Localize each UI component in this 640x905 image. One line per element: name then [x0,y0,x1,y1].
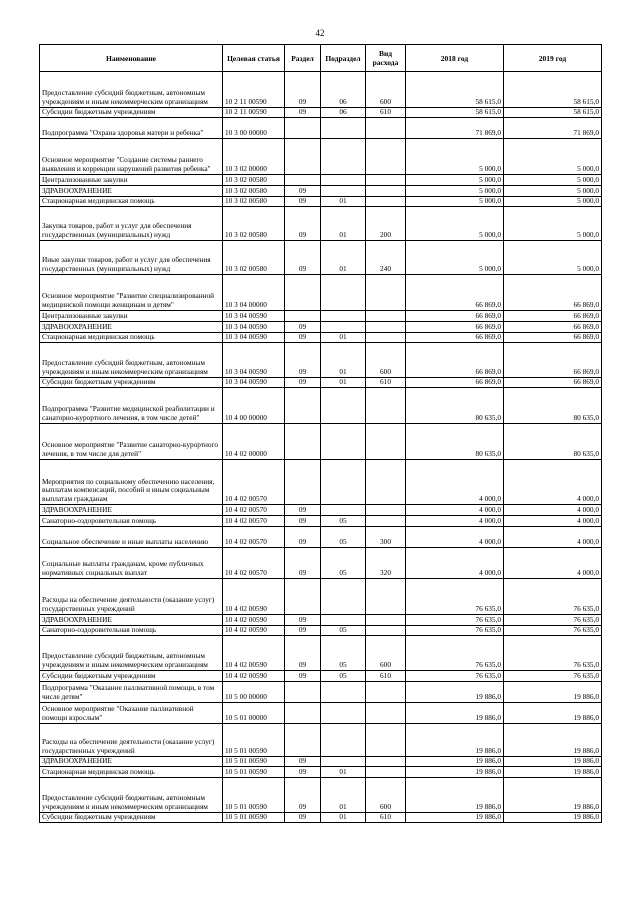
table-row [40,778,602,813]
table-row [40,579,602,615]
cell-expense-type [366,682,406,703]
cell-name: Социальные выплаты гражданам, кроме публичных нормативных социальных выплат [40,548,223,579]
cell-amount-2019: 19 886,0 [504,724,602,757]
cell-name: Основное мероприятие "Создание системы раннего выявления и коррекции нарушений развития ребенка" [40,139,223,175]
cell-amount-2018: 5 000,0 [406,207,504,241]
cell-name: Централизованные закупки [40,175,223,186]
cell-expense-type [366,767,406,778]
table-row [40,333,602,343]
cell-amount-2019: 4 000,0 [504,460,602,505]
cell-section [285,139,321,175]
cell-expense-type [366,186,406,197]
budget-table [39,44,602,823]
cell-amount-2019: 66 869,0 [504,275,602,311]
cell-section: 09 [285,527,321,548]
cell-target-item: 10 5 01 00590 [223,767,285,778]
cell-name: Стационарная медицинская помощь [40,197,223,207]
cell-expense-type: 600 [366,343,406,378]
cell-section: 09 [285,72,321,108]
cell-expense-type [366,311,406,322]
table-row [40,757,602,767]
cell-amount-2019: 76 635,0 [504,615,602,626]
table-row [40,311,602,322]
cell-subsection [321,311,366,322]
cell-expense-type: 610 [366,671,406,682]
cell-subsection: 01 [321,767,366,778]
table-row [40,378,602,388]
cell-name: ЗДРАВООХРАНЕНИЕ [40,186,223,197]
cell-subsection: 01 [321,778,366,813]
cell-target-item: 10 3 04 00590 [223,333,285,343]
cell-target-item: 10 3 04 00590 [223,322,285,333]
cell-subsection [321,757,366,767]
cell-section: 09 [285,322,321,333]
cell-amount-2019: 76 635,0 [504,636,602,671]
cell-section [285,175,321,186]
cell-subsection: 01 [321,343,366,378]
cell-target-item: 10 4 02 00000 [223,424,285,460]
cell-amount-2018: 5 000,0 [406,186,504,197]
cell-name: Субсидии бюджетным учреждениям [40,378,223,388]
cell-name: Предоставление субсидий бюджетным, автономным учреждениям и иным некоммерческим организациям [40,343,223,378]
cell-target-item: 10 4 00 00000 [223,388,285,424]
cell-target-item: 10 3 02 00580 [223,197,285,207]
cell-target-item: 10 4 02 00590 [223,671,285,682]
cell-amount-2019: 19 886,0 [504,682,602,703]
cell-expense-type: 200 [366,207,406,241]
header-name: Наименование [40,45,223,72]
cell-expense-type [366,615,406,626]
cell-subsection: 01 [321,378,366,388]
table-row [40,682,602,703]
cell-name: Основное мероприятие "Оказание паллиативной помощи взрослым" [40,703,223,724]
cell-expense-type: 600 [366,778,406,813]
cell-target-item: 10 2 11 00590 [223,108,285,118]
cell-amount-2018: 76 635,0 [406,579,504,615]
cell-target-item: 10 3 02 00580 [223,207,285,241]
cell-name: Предоставление субсидий бюджетным, автономным учреждениям и иным некоммерческим организациям [40,636,223,671]
table-row [40,72,602,108]
cell-section: 09 [285,186,321,197]
table-row [40,241,602,275]
cell-section [285,311,321,322]
cell-section: 09 [285,778,321,813]
cell-amount-2018: 19 886,0 [406,682,504,703]
cell-target-item: 10 3 00 00000 [223,118,285,139]
cell-name: Предоставление субсидий бюджетным, автономным учреждениям и иным некоммерческим организациям [40,778,223,813]
cell-expense-type: 240 [366,241,406,275]
table-row [40,615,602,626]
cell-name: Стационарная медицинская помощь [40,333,223,343]
cell-subsection: 06 [321,72,366,108]
cell-amount-2019: 66 869,0 [504,333,602,343]
table-row [40,275,602,311]
cell-section: 09 [285,671,321,682]
cell-section: 09 [285,548,321,579]
cell-name: Расходы на обеспечение деятельности (оказание услуг) государственных учреждений [40,579,223,615]
cell-amount-2019: 80 635,0 [504,424,602,460]
cell-expense-type [366,626,406,636]
cell-amount-2019: 58 615,0 [504,72,602,108]
cell-name: Субсидии бюджетным учреждениям [40,108,223,118]
cell-target-item: 10 3 02 00580 [223,186,285,197]
cell-section: 09 [285,108,321,118]
cell-target-item: 10 5 01 00590 [223,813,285,823]
cell-section: 09 [285,757,321,767]
cell-amount-2019: 5 000,0 [504,175,602,186]
cell-expense-type [366,275,406,311]
table-row [40,186,602,197]
cell-subsection [321,275,366,311]
table-row [40,724,602,757]
table-row [40,322,602,333]
cell-section: 09 [285,626,321,636]
cell-amount-2019: 5 000,0 [504,186,602,197]
cell-amount-2019: 4 000,0 [504,516,602,527]
cell-section: 09 [285,241,321,275]
cell-subsection [321,175,366,186]
cell-expense-type [366,757,406,767]
cell-subsection: 01 [321,813,366,823]
cell-expense-type [366,139,406,175]
table-row [40,703,602,724]
cell-amount-2018: 5 000,0 [406,197,504,207]
cell-section: 09 [285,813,321,823]
cell-amount-2019: 5 000,0 [504,139,602,175]
cell-target-item: 10 4 02 00590 [223,626,285,636]
cell-name: Подпрограмма "Охрана здоровья матери и ребенка" [40,118,223,139]
cell-amount-2018: 76 635,0 [406,626,504,636]
table-row [40,460,602,505]
cell-target-item: 10 4 02 00570 [223,505,285,516]
cell-name: Подпрограмма "Развитие медицинской реабилитации и санаторно-курортного лечения, в том числе детей" [40,388,223,424]
cell-target-item: 10 4 02 00570 [223,516,285,527]
cell-name: Закупка товаров, работ и услуг для обеспечения государственных (муниципальных) нужд [40,207,223,241]
cell-amount-2018: 4 000,0 [406,516,504,527]
cell-expense-type [366,322,406,333]
table-row [40,207,602,241]
cell-amount-2018: 66 869,0 [406,311,504,322]
cell-amount-2018: 4 000,0 [406,527,504,548]
cell-target-item: 10 4 02 00570 [223,460,285,505]
cell-amount-2019: 5 000,0 [504,207,602,241]
cell-amount-2019: 66 869,0 [504,322,602,333]
cell-amount-2019: 4 000,0 [504,527,602,548]
cell-amount-2018: 58 615,0 [406,72,504,108]
cell-section: 09 [285,333,321,343]
cell-expense-type [366,460,406,505]
cell-expense-type [366,703,406,724]
cell-section: 09 [285,207,321,241]
cell-expense-type: 600 [366,72,406,108]
cell-target-item: 10 3 04 00000 [223,275,285,311]
cell-target-item: 10 4 02 00570 [223,548,285,579]
cell-name: Централизованные закупки [40,311,223,322]
cell-section [285,275,321,311]
cell-amount-2019: 66 869,0 [504,343,602,378]
cell-amount-2019: 66 869,0 [504,311,602,322]
cell-target-item: 10 4 02 00590 [223,579,285,615]
cell-amount-2019: 76 635,0 [504,671,602,682]
cell-subsection: 05 [321,548,366,579]
cell-amount-2018: 76 635,0 [406,615,504,626]
cell-expense-type: 610 [366,108,406,118]
cell-target-item: 10 3 04 00590 [223,343,285,378]
cell-expense-type [366,197,406,207]
cell-section [285,118,321,139]
table-row [40,527,602,548]
table-row [40,636,602,671]
cell-target-item: 10 4 02 00590 [223,636,285,671]
page-number: 42 [315,28,325,38]
table-row [40,388,602,424]
cell-amount-2019: 76 635,0 [504,626,602,636]
cell-amount-2018: 66 869,0 [406,275,504,311]
cell-section [285,724,321,757]
cell-subsection [321,460,366,505]
cell-name: Субсидии бюджетным учреждениям [40,813,223,823]
cell-amount-2019: 19 886,0 [504,813,602,823]
table-row [40,626,602,636]
cell-expense-type: 610 [366,813,406,823]
cell-name: Социальное обеспечение и иные выплаты населению [40,527,223,548]
cell-amount-2019: 19 886,0 [504,757,602,767]
cell-target-item: 10 5 00 00000 [223,682,285,703]
cell-expense-type: 300 [366,527,406,548]
table-header-row [40,45,602,72]
cell-amount-2018: 4 000,0 [406,505,504,516]
cell-expense-type [366,505,406,516]
cell-section [285,424,321,460]
table-row [40,548,602,579]
cell-subsection [321,388,366,424]
cell-subsection: 05 [321,527,366,548]
cell-section: 09 [285,767,321,778]
cell-subsection [321,724,366,757]
cell-subsection: 01 [321,241,366,275]
cell-amount-2018: 5 000,0 [406,241,504,275]
cell-amount-2019: 4 000,0 [504,548,602,579]
cell-target-item: 10 3 02 00580 [223,241,285,275]
header-subsection: Подраздел [321,45,366,72]
cell-amount-2019: 19 886,0 [504,767,602,778]
cell-section [285,579,321,615]
cell-subsection [321,505,366,516]
table-row [40,108,602,118]
cell-subsection [321,703,366,724]
cell-name: ЗДРАВООХРАНЕНИЕ [40,322,223,333]
cell-amount-2018: 19 886,0 [406,703,504,724]
cell-amount-2018: 5 000,0 [406,175,504,186]
cell-section: 09 [285,615,321,626]
cell-section [285,388,321,424]
table-row [40,197,602,207]
cell-subsection: 01 [321,333,366,343]
cell-amount-2019: 19 886,0 [504,778,602,813]
cell-name: Санаторно-оздоровительная помощь [40,626,223,636]
cell-amount-2018: 76 635,0 [406,636,504,671]
cell-amount-2018: 19 886,0 [406,767,504,778]
table-row [40,139,602,175]
cell-section: 09 [285,343,321,378]
cell-subsection: 06 [321,108,366,118]
cell-name: Предоставление субсидий бюджетным, автономным учреждениям и иным некоммерческим организациям [40,72,223,108]
cell-section: 09 [285,505,321,516]
cell-subsection: 05 [321,671,366,682]
cell-name: Расходы на обеспечение деятельности (оказание услуг) государственных учреждений [40,724,223,757]
cell-amount-2019: 5 000,0 [504,241,602,275]
cell-section [285,682,321,703]
cell-target-item: 10 4 02 00590 [223,615,285,626]
cell-name: ЗДРАВООХРАНЕНИЕ [40,615,223,626]
header-year-2018: 2018 год [406,45,504,72]
cell-subsection [321,615,366,626]
table-row [40,813,602,823]
cell-expense-type: 610 [366,378,406,388]
table-row [40,343,602,378]
cell-target-item: 10 2 11 00590 [223,72,285,108]
cell-amount-2018: 66 869,0 [406,322,504,333]
cell-amount-2019: 19 886,0 [504,703,602,724]
cell-subsection [321,579,366,615]
cell-amount-2018: 19 886,0 [406,813,504,823]
cell-name: Основное мероприятие "Развитие специализированной медицинской помощи женщинам и детям" [40,275,223,311]
table-row [40,516,602,527]
cell-section: 09 [285,197,321,207]
cell-name: Иные закупки товаров, работ и услуг для обеспечения государственных (муниципальных) нужд [40,241,223,275]
cell-expense-type [366,175,406,186]
cell-target-item: 10 5 01 00590 [223,757,285,767]
cell-subsection [321,682,366,703]
cell-name: ЗДРАВООХРАНЕНИЕ [40,505,223,516]
cell-target-item: 10 4 02 00570 [223,527,285,548]
cell-subsection [321,118,366,139]
cell-expense-type: 320 [366,548,406,579]
header-section: Раздел [285,45,321,72]
cell-amount-2018: 66 869,0 [406,378,504,388]
cell-expense-type [366,118,406,139]
cell-amount-2018: 19 886,0 [406,724,504,757]
cell-expense-type [366,516,406,527]
cell-subsection [321,322,366,333]
cell-amount-2019: 66 869,0 [504,378,602,388]
cell-amount-2019: 71 869,0 [504,118,602,139]
cell-amount-2019: 58 615,0 [504,108,602,118]
cell-subsection: 01 [321,197,366,207]
cell-target-item: 10 3 02 00000 [223,139,285,175]
cell-expense-type [366,724,406,757]
cell-target-item: 10 5 01 00590 [223,778,285,813]
cell-name: Основное мероприятие "Развитие санаторно-курортного лечения, в том числе для детей" [40,424,223,460]
cell-name: Мероприятия по социальному обеспечению населения, выплатам компенсаций, пособий и иным социальным выплатам гражданам [40,460,223,505]
cell-amount-2018: 66 869,0 [406,343,504,378]
cell-amount-2019: 76 635,0 [504,579,602,615]
header-target-item: Целевая статья [223,45,285,72]
cell-amount-2018: 4 000,0 [406,460,504,505]
cell-amount-2019: 4 000,0 [504,505,602,516]
cell-expense-type [366,333,406,343]
cell-subsection [321,139,366,175]
table-row [40,175,602,186]
cell-target-item: 10 3 04 00590 [223,311,285,322]
cell-name: Подпрограмма "Оказание паллиативной помощи, в том числе детям" [40,682,223,703]
cell-target-item: 10 5 01 00590 [223,724,285,757]
cell-name: Субсидии бюджетным учреждениям [40,671,223,682]
cell-amount-2018: 5 000,0 [406,139,504,175]
cell-section: 09 [285,636,321,671]
header-expense-type: Вид расхода [366,45,406,72]
table-row [40,118,602,139]
table-body [40,72,602,823]
cell-amount-2019: 80 635,0 [504,388,602,424]
cell-amount-2018: 66 869,0 [406,333,504,343]
header-year-2019: 2019 год [504,45,602,72]
cell-subsection: 05 [321,636,366,671]
cell-expense-type [366,388,406,424]
cell-expense-type: 600 [366,636,406,671]
table-row [40,505,602,516]
cell-section: 09 [285,378,321,388]
cell-target-item: 10 3 02 00580 [223,175,285,186]
cell-subsection: 01 [321,207,366,241]
cell-target-item: 10 5 01 00000 [223,703,285,724]
cell-subsection: 05 [321,626,366,636]
cell-amount-2019: 5 000,0 [504,197,602,207]
cell-name: Санаторно-оздоровительная помощь [40,516,223,527]
cell-target-item: 10 3 04 00590 [223,378,285,388]
cell-section [285,460,321,505]
cell-subsection: 05 [321,516,366,527]
cell-amount-2018: 71 869,0 [406,118,504,139]
cell-expense-type [366,424,406,460]
cell-subsection [321,186,366,197]
cell-name: Стационарная медицинская помощь [40,767,223,778]
cell-expense-type [366,579,406,615]
cell-amount-2018: 80 635,0 [406,388,504,424]
cell-subsection [321,424,366,460]
cell-amount-2018: 19 886,0 [406,778,504,813]
cell-amount-2018: 19 886,0 [406,757,504,767]
cell-amount-2018: 80 635,0 [406,424,504,460]
cell-amount-2018: 4 000,0 [406,548,504,579]
table-row [40,424,602,460]
cell-amount-2018: 58 615,0 [406,108,504,118]
cell-amount-2018: 76 635,0 [406,671,504,682]
table-row [40,767,602,778]
cell-name: ЗДРАВООХРАНЕНИЕ [40,757,223,767]
cell-section: 09 [285,516,321,527]
cell-section [285,703,321,724]
table-row [40,671,602,682]
